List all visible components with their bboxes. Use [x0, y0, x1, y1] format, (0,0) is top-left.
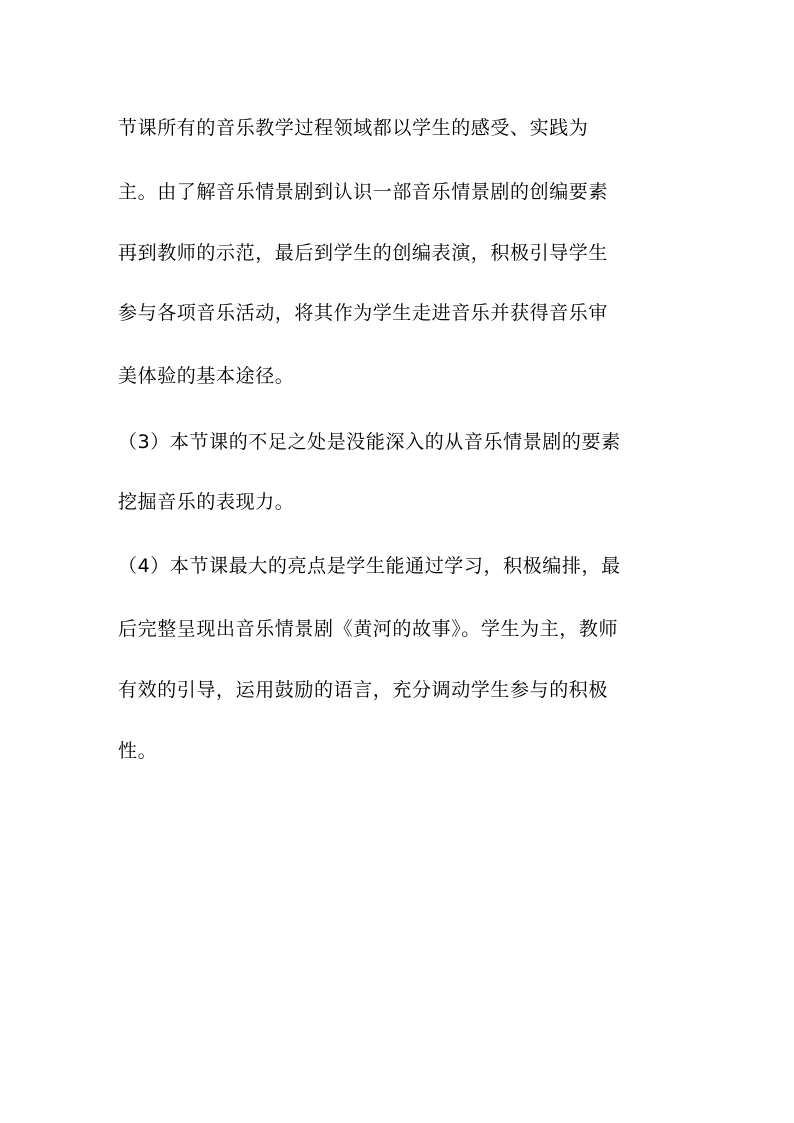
text-line: 美体验的基本途径。: [118, 365, 295, 387]
text-line: 主。由了解音乐情景剧到认识一部音乐情景剧的创编要素: [118, 181, 609, 203]
text-line: 节课所有的音乐教学过程领域都以学生的感受、实践为: [118, 117, 589, 139]
text-line: （3）本节课的不足之处是没能深入的从音乐情景剧的要素: [118, 431, 621, 453]
text-line: 后完整呈现出音乐情景剧《黄河的故事》。学生为主，教师: [118, 618, 619, 640]
text-line: （4）本节课最大的亮点是学生能通过学习，积极编排，最: [118, 555, 621, 577]
text-line: 有效的引导，运用鼓励的语言，充分调动学生参与的积极: [118, 679, 609, 701]
text-line: 再到教师的示范，最后到学生的创编表演，积极引导学生: [118, 242, 609, 264]
text-line: 挖掘音乐的表现力。: [118, 491, 295, 513]
text-line: 参与各项音乐活动，将其作为学生走进音乐并获得音乐审: [118, 302, 609, 324]
text-line: 性。: [118, 740, 158, 762]
